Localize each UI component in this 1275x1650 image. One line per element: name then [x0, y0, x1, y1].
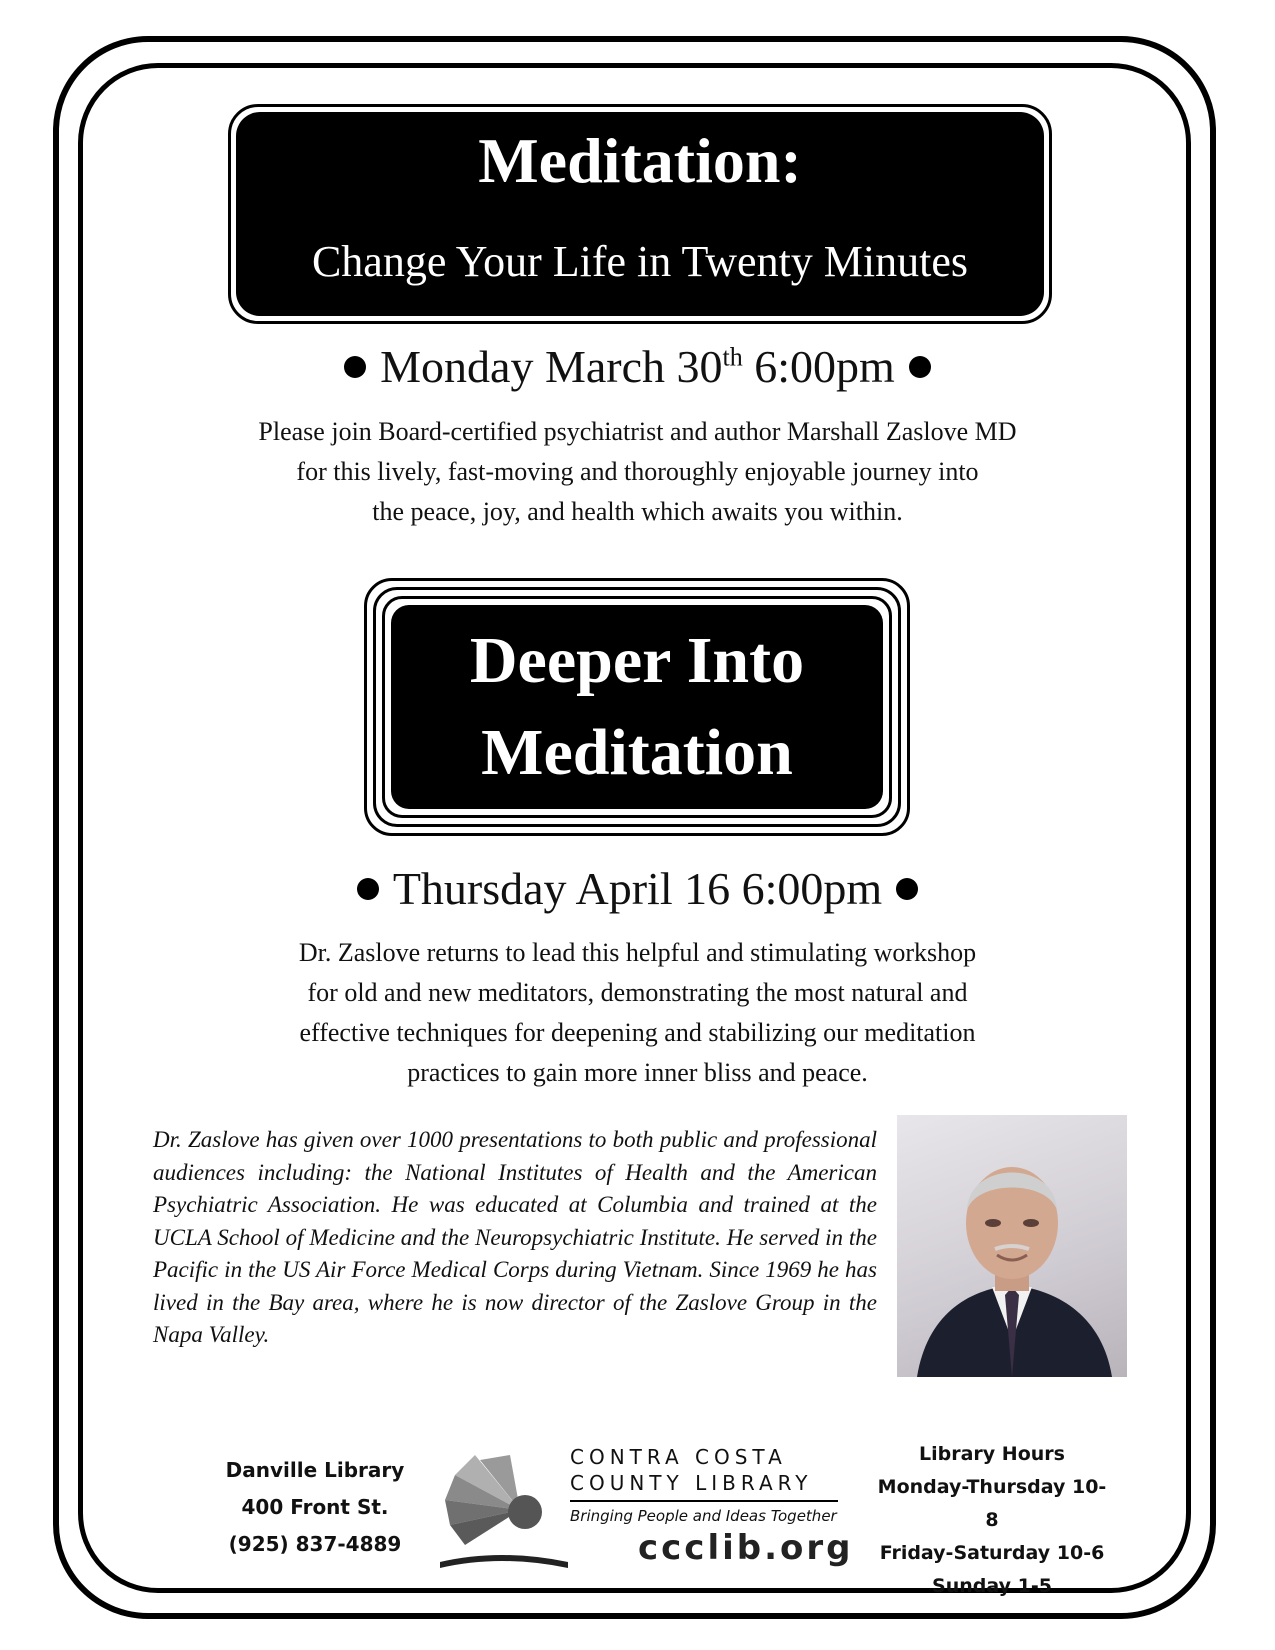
- event2-description-line: for old and new meditators, demonstrating the most natural and: [307, 978, 968, 1007]
- speaker-photo: [897, 1115, 1127, 1377]
- logo-name-line1: CONTRA COSTA: [570, 1445, 787, 1469]
- library-flower-icon: [440, 1440, 570, 1570]
- bullet-icon: [909, 356, 931, 378]
- logo-tagline: Bringing People and Ideas Together: [570, 1507, 837, 1525]
- event1-banner: [236, 112, 1044, 316]
- event1-description-line: Please join Board-certified psychiatrist and author Marshall Zaslove MD: [258, 417, 1017, 446]
- library-address: 400 Front St.: [241, 1495, 389, 1519]
- library-name: Danville Library: [225, 1458, 405, 1482]
- event1-date-prefix: Monday March 30: [380, 341, 723, 392]
- hours-line: Monday-Thursday 10-8: [877, 1476, 1107, 1531]
- library-info: [200, 1452, 430, 1563]
- library-phone: (925) 837-4889: [228, 1532, 402, 1556]
- library-hours: [872, 1438, 1112, 1603]
- event1-description-line: for this lively, fast-moving and thoroughly enjoyable journey into: [296, 457, 979, 486]
- event2-date: [0, 862, 1275, 915]
- bullet-icon: [357, 878, 379, 900]
- hours-line: Friday-Saturday 10-6: [879, 1542, 1105, 1564]
- event1-date: [0, 340, 1275, 393]
- event2-date-text: Thursday April 16 6:00pm: [392, 863, 883, 914]
- hours-heading: Library Hours: [919, 1443, 1065, 1465]
- event1-subtitle: Change Your Life in Twenty Minutes: [311, 237, 969, 286]
- hours-line: Sunday 1-5: [932, 1575, 1052, 1597]
- event1-date-sup: th: [722, 342, 743, 372]
- bullet-icon: [896, 878, 918, 900]
- library-logo: [440, 1440, 854, 1570]
- speaker-bio: Dr. Zaslove has given over 1000 presentations to both public and professional audiences including: the National Institutes of Health and the American Psychiatric Association. He was educated at Columbia and trained at the UCLA School of Medicine and the Neuropsychiatric Institute. He served in the Pacific in the US Air Force Medical Corps during Vietnam. Since 1969 he has lived in the Bay area, where he is now director of the Zaslove Group in the Napa Valley.: [153, 1127, 877, 1347]
- bullet-icon: [344, 356, 366, 378]
- event2-description-line: effective techniques for deepening and stabilizing our meditation: [299, 1018, 976, 1047]
- speaker-portrait-icon: [897, 1115, 1127, 1377]
- event1-date-suffix: 6:00pm: [742, 341, 895, 392]
- logo-name-line2: COUNTY LIBRARY: [570, 1471, 813, 1495]
- event1-description-line: the peace, joy, and health which awaits you within.: [372, 497, 903, 526]
- event1-description: [0, 412, 1275, 532]
- event2-title-line: Meditation: [481, 716, 793, 789]
- logo-divider: [570, 1500, 838, 1502]
- event2-description: [0, 933, 1275, 1093]
- event2-description-line: Dr. Zaslove returns to lead this helpful and stimulating workshop: [298, 938, 977, 967]
- event1-title: Meditation:: [478, 125, 802, 196]
- event2-title-line: Deeper Into: [469, 624, 805, 697]
- logo-url: ccclib.org: [638, 1528, 854, 1568]
- logo-name: [570, 1444, 812, 1496]
- event2-banner: [391, 605, 883, 809]
- event2-description-line: practices to gain more inner bliss and peace.: [407, 1058, 868, 1087]
